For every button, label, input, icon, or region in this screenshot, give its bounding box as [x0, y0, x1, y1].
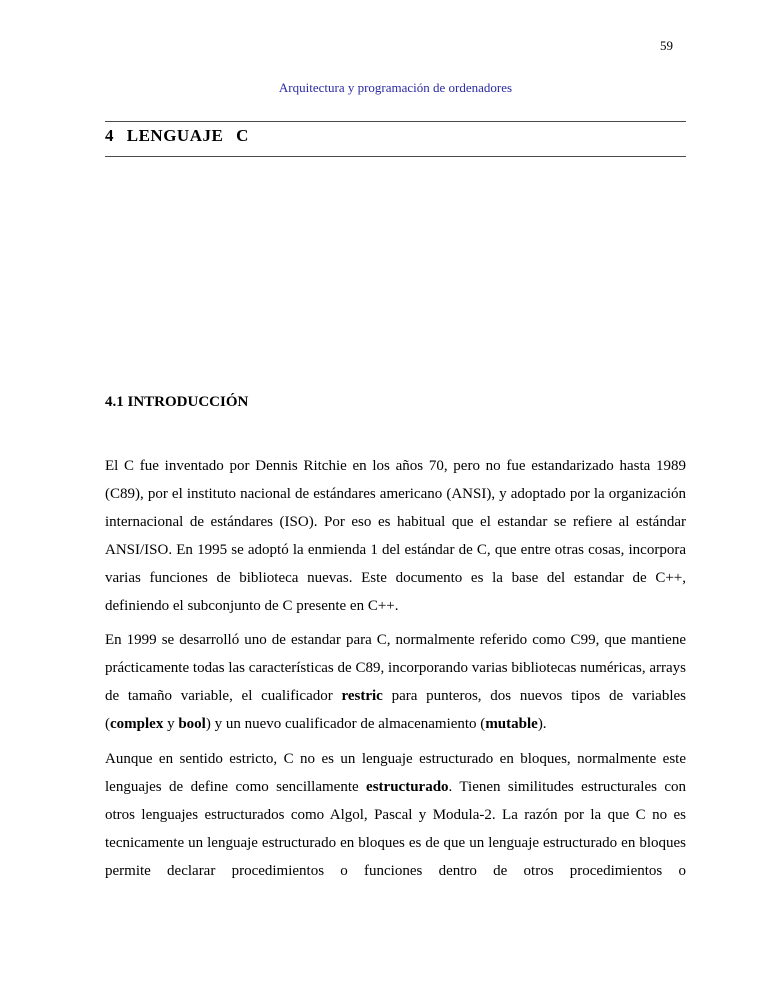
text-segment: ) y un nuevo cualificador de almacenamiento ( — [205, 716, 486, 732]
horizontal-rule-top — [105, 121, 686, 122]
paragraph-3 — [105, 745, 686, 885]
text-segment-bold: bool — [178, 716, 206, 732]
text-segment: . Tienen similitudes estructurales con otros lenguajes estructurados como Algol, Pascal y Modula-2. La razón por la que C no es tecnicamente un lenguaje estructurado en bloques es de que un lenguaje estructurado en bloques permite declarar procedimientos o funciones dentro de otros procedimientos o — [105, 779, 687, 879]
chapter-title: 4 LENGUAJE C — [105, 126, 249, 145]
text-segment-bold: mutable — [485, 716, 538, 732]
page-number: 59 — [660, 38, 673, 53]
text-segment: Aunque en sentido estricto, C no es un lenguaje estructurado en bloques, normalmente este lenguajes de define como sencillamente — [105, 751, 686, 795]
text-segment: y — [163, 716, 179, 732]
horizontal-rule-bottom — [105, 156, 686, 157]
text-segment: El C fue inventado por Dennis Ritchie en los años 70, pero no fue estandarizado hasta 1989 (C89), por el instituto nacional de estándares americano (ANSI), y adoptado por la organización internacional de estándares (ISO). Por eso es habitual que el estandar se refiere al estándar ANSI/ISO. En 1995 se adoptó la enmienda 1 del estándar de C, que entre otras cosas, incorpora varias funciones de biblioteca nuevas. Este documento es la base del estandar de C++, definiendo el subconjunto de C presente en C++. — [105, 458, 686, 614]
paragraph-1 — [105, 452, 686, 620]
paragraph-2 — [105, 626, 686, 738]
text-segment-bold: complex — [110, 716, 164, 732]
text-segment: En 1999 se desarrolló uno de estandar para C, normalmente referido como C99, que mantiene prácticamente todas las características de C89, incorporando varias bibliotecas numéricas, arrays de tamaño variable, el cualificador — [105, 632, 686, 704]
section-title: 4.1 INTRODUCCIÓN — [105, 394, 249, 410]
document-header-link[interactable]: Arquitectura y programación de ordenadores — [278, 80, 513, 95]
text-segment-bold: restric — [341, 688, 383, 704]
text-segment: ). — [537, 716, 547, 732]
text-segment: para punteros, dos nuevos tipos de variables ( — [105, 688, 687, 732]
text-segment-bold: estructurado — [366, 779, 449, 795]
